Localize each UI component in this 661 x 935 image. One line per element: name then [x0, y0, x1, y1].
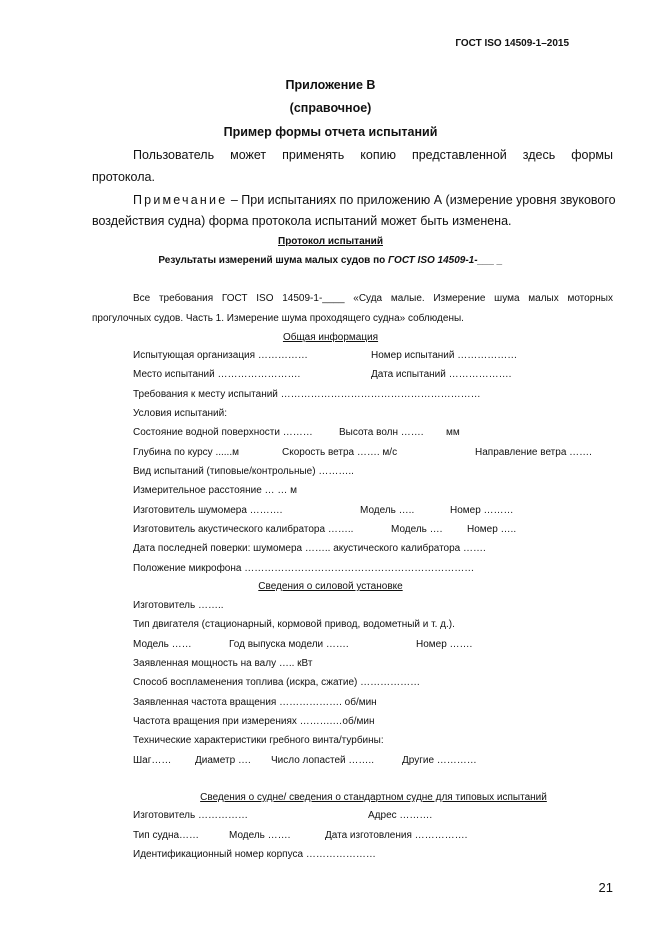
- note-line-2: воздействия судна) форма протокола испытаний может быть изменена.: [92, 214, 512, 228]
- engine-type-field: Тип двигателя (стационарный, кормовой привод, водометный и т. д.).: [133, 619, 455, 630]
- requirements-line-1: Все требования ГОСТ ISO 14509-1-____ «Суда малые. Измерение шума малых моторных: [133, 293, 613, 304]
- note-label: Примечание: [133, 193, 228, 207]
- wind-speed-field: Скорость ветра ……. м/с: [282, 447, 398, 458]
- pitch-field: Шаг……: [133, 755, 172, 766]
- vessel-type-field: Тип судна……: [133, 830, 200, 841]
- place-requirements-field: Требования к месту испытаний ……………………………………………………: [133, 389, 481, 400]
- page-number: 21: [598, 880, 613, 895]
- appendix-heading: Пример формы отчета испытаний: [223, 125, 438, 139]
- note-text: – При испытаниях по приложению А (измерение уровня звукового: [227, 193, 616, 207]
- meter-number-field: Номер ………: [450, 505, 514, 516]
- lab-field: Испытующая организация ……………: [133, 350, 308, 361]
- vessel-heading: Сведения о судне/ сведения о стандартном судне для типовых испытаний: [200, 792, 547, 803]
- power-model-field: Модель ……: [133, 639, 192, 650]
- test-number-field: Номер испытаний ………………: [371, 350, 518, 361]
- hull-id-field: Идентификационный номер корпуса …………………: [133, 849, 376, 860]
- calibrator-model-field: Модель ….: [391, 524, 443, 535]
- water-state-field: Состояние водной поверхности ………: [133, 427, 313, 438]
- rated-power-field: Заявленная мощность на валу ….. кВт: [133, 658, 313, 669]
- power-heading: Сведения о силовой установке: [258, 581, 403, 592]
- general-heading: Общая информация: [282, 332, 379, 343]
- intro-line-2: протокола.: [92, 170, 155, 184]
- rated-speed-field: Заявленная частота вращения ………………. об/мин: [133, 697, 377, 708]
- diameter-field: Диаметр ….: [195, 755, 251, 766]
- results-title: [0, 255, 661, 266]
- power-maker-field: Изготовитель ……..: [133, 600, 224, 611]
- test-speed-field: Частота вращения при измерениях ……….…об/мин: [133, 716, 375, 727]
- test-type-field: Вид испытаний (типовые/контрольные) ………..: [133, 466, 354, 477]
- distance-field: Измерительное расстояние … … м: [133, 485, 297, 496]
- standard-header: ГОСТ ISO 14509-1–2015: [455, 38, 569, 49]
- results-standard: ГОСТ ISO 14509-1-___ _: [388, 255, 503, 266]
- date-field: Дата испытаний ……………….: [371, 369, 512, 380]
- wind-direction-field: Направление ветра …….: [475, 447, 592, 458]
- last-check-field: Дата последней поверки: шумомера …….. акустического калибратора …….: [133, 543, 486, 554]
- address-field: Адрес ……….: [368, 810, 433, 821]
- mic-position-field: Положение микрофона ……………………………………………………………: [133, 563, 475, 574]
- protocol-title: Протокол испытаний: [278, 236, 383, 247]
- requirements-line-2: прогулочных судов. Часть 1. Измерение шума проходящего судна» соблюдены.: [92, 313, 464, 324]
- results-prefix: Результаты измерений шума малых судов по: [158, 255, 389, 266]
- blades-field: Число лопастей ……..: [271, 755, 374, 766]
- wave-unit: мм: [446, 427, 460, 438]
- appendix-title: Приложение В: [285, 78, 376, 92]
- calibrator-number-field: Номер …..: [467, 524, 517, 535]
- intro-line-1: Пользователь может применять копию представленной здесь формы: [133, 148, 613, 162]
- wave-height-field: Высота волн …….: [339, 427, 424, 438]
- vessel-maker-field: Изготовитель ……………: [133, 810, 248, 821]
- power-number-field: Номер …….: [416, 639, 473, 650]
- other-field: Другие …………: [402, 755, 477, 766]
- vessel-model-field: Модель …….: [229, 830, 291, 841]
- meter-maker-field: Изготовитель шумомера ……….: [133, 505, 283, 516]
- place-field: Место испытаний …………………….: [133, 369, 301, 380]
- conditions-label: Условия испытаний:: [133, 408, 227, 419]
- model-year-field: Год выпуска модели …….: [229, 639, 349, 650]
- calibrator-maker-field: Изготовитель акустического калибратора ……..: [133, 524, 354, 535]
- note-line-1: [133, 193, 616, 207]
- propeller-label: Технические характеристики гребного винта/турбины:: [133, 735, 384, 746]
- depth-field: Глубина по курсу ......м: [133, 447, 239, 458]
- appendix-subtitle: (справочное): [289, 101, 372, 115]
- meter-model-field: Модель …..: [360, 505, 415, 516]
- ignition-field: Способ воспламенения топлива (искра, сжатие) ………………: [133, 677, 421, 688]
- build-date-field: Дата изготовления …………….: [325, 830, 468, 841]
